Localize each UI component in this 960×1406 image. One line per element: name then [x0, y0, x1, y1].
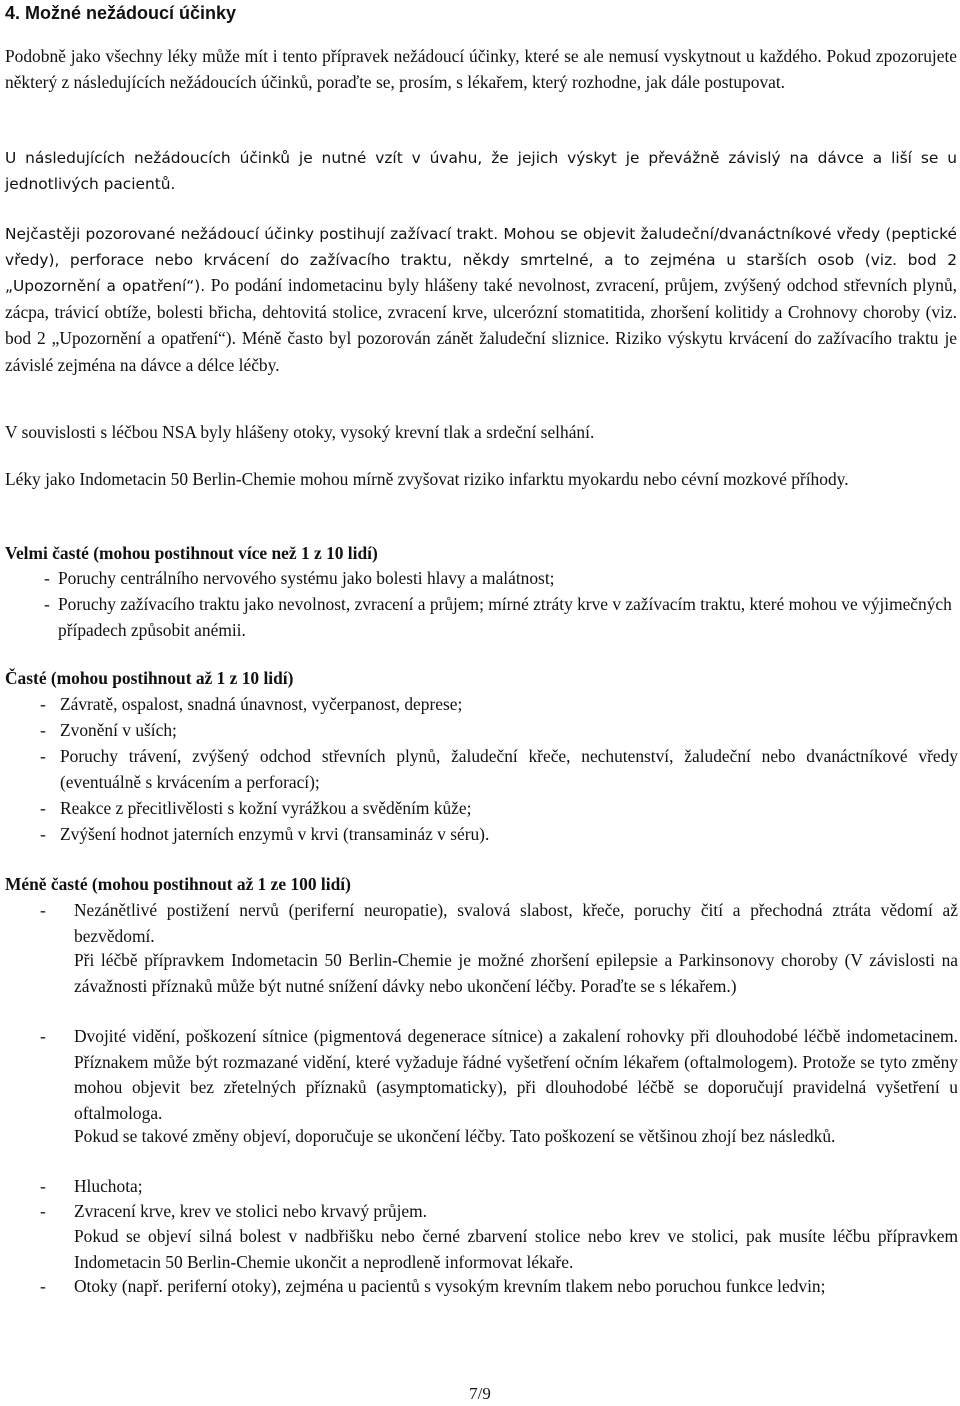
bullet-dash: -	[40, 900, 46, 920]
page-number: 7/9	[469, 1384, 491, 1403]
bullet-dash: -	[40, 720, 46, 740]
bullet-dash: -	[40, 798, 46, 818]
common-item-3: Poruchy trávení, zvýšený odchod střevních plynů, žaludeční křeče, nechutenství, žaludeční nebo dvanáctníkové vředy (eventuálně s krvácením a perforací);	[60, 746, 958, 792]
nsa-paragraph: V souvislosti s léčbou NSA byly hlášeny otoky, vysoký krevní tlak a srdeční selhání.	[5, 422, 595, 442]
uncommon-heading: Méně časté (mohou postihnout až 1 ze 100 lidí)	[5, 874, 351, 894]
bullet-dash: -	[40, 1176, 46, 1196]
bullet-dash: -	[40, 1026, 46, 1046]
uncommon-item-3: Hluchota;	[74, 1176, 143, 1196]
bullet-dash: -	[44, 568, 50, 588]
common-item-1: Závratě, ospalost, snadná únavnost, vyčerpanost, deprese;	[60, 694, 463, 714]
very-common-heading: Velmi časté (mohou postihnout více než 1 z 10 lidí)	[5, 543, 378, 563]
common-item-4: Reakce z přecitlivělosti s kožní vyrážkou a svěděním kůže;	[60, 798, 472, 818]
uncommon-item-2-note: Pokud se takové změny objeví, doporučuje se ukončení léčby. Tato poškození se většinou zhojí bez následků.	[74, 1126, 836, 1146]
very-common-item-2: Poruchy zažívacího traktu jako nevolnost, zvracení a průjem; mírné ztráty krve v zažívacím traktu, které mohou ve výjimečných případech způsobit anémii.	[58, 594, 952, 640]
gastrointestinal-serif-part: Po podání indometacinu byly hlášeny také nevolnost, zvracení, průjem, zvýšený odchod střevních plynů, zácpa, trávicí obtíže, bolesti břicha, dehtovitá stolice, zvracení krve, ulcerózní stomatitida, zhoršení kolitidy a Crohnovy choroby (viz. bod 2 „Upozornění a opatření“). Méně často byl pozorován zánět žaludeční sliznice. Riziko výskytu krvácení do zažívacího traktu je závislé zejména na dávce a délce léčby.	[5, 275, 957, 375]
bullet-dash: -	[40, 1201, 46, 1221]
bullet-dash: -	[44, 594, 50, 614]
gastrointestinal-sans-part: Nejčastěji pozorované nežádoucí účinky postihují zažívací trakt. Mohou se objevit žaludeční/dvanáctníkové vředy (peptické vředy), perforace nebo krvácení do zažívacího traktu, někdy smrtelné, a to zejména u starších osob (viz. bod 2 „Upozornění a opatření“).	[5, 225, 957, 295]
very-common-item-1: Poruchy centrálního nervového systému jako bolesti hlavy a malátnost;	[58, 568, 555, 588]
common-item-5: Zvýšení hodnot jaterních enzymů v krvi (transamináz v séru).	[60, 824, 490, 844]
bullet-dash: -	[40, 694, 46, 714]
dose-dependency-paragraph: U následujících nežádoucích účinků je nutné vzít v úvahu, že jejich výskyt je převážně závislý na dávce a liší se u jednotlivých pacientů.	[5, 149, 957, 193]
bullet-dash: -	[40, 1276, 46, 1296]
bullet-dash: -	[40, 824, 46, 844]
common-heading: Časté (mohou postihnout až 1 z 10 lidí)	[5, 668, 294, 688]
common-item-2: Zvonění v uších;	[60, 720, 177, 740]
gastrointestinal-paragraph	[5, 222, 957, 379]
uncommon-item-4: Zvracení krve, krev ve stolici nebo krvavý průjem.	[74, 1201, 428, 1221]
uncommon-item-1: Nezánětlivé postižení nervů (periferní neuropatie), svalová slabost, křeče, poruchy čití a přechodná ztráta vědomí až bezvědomí.	[74, 900, 958, 946]
infarct-risk-paragraph: Léky jako Indometacin 50 Berlin-Chemie mohou mírně zvyšovat riziko infarktu myokardu nebo cévní mozkové příhody.	[5, 469, 849, 489]
intro-paragraph: Podobně jako všechny léky může mít i tento přípravek nežádoucí účinky, které se ale nemusí vyskytnout u každého. Pokud zpozorujete některý z následujících nežádoucích účinků, poraďte se, prosím, s lékařem, který rozhodne, jak dále postupovat.	[5, 46, 957, 92]
uncommon-item-1-note: Při léčbě přípravkem Indometacin 50 Berlin-Chemie je možné zhoršení epilepsie a Parkinsonovy choroby (V závislosti na závažnosti příznaků může být nutné snížení dávky nebo ukončení léčby. Poraďte se s lékařem.)	[74, 950, 958, 996]
uncommon-item-2: Dvojité vidění, poškození sítnice (pigmentová degenerace sítnice) a zakalení rohovky při dlouhodobé léčbě indometacinem. Příznakem může být rozmazané vidění, které vyžaduje řádné vyšetření očním lékařem (oftalmologem). Protože se tyto změny mohou objevit bez zřetelných příznaků (asymptomaticky), při dlouhodobé léčbě se doporučují pravidelná vyšetření u oftalmologa.	[74, 1026, 958, 1123]
uncommon-item-5: Otoky (např. periferní otoky), zejména u pacientů s vysokým krevním tlakem nebo poruchou funkce ledvin;	[74, 1276, 826, 1296]
bullet-dash: -	[40, 746, 46, 766]
section-heading: 4. Možné nežádoucí účinky	[5, 3, 237, 23]
uncommon-item-4-note: Pokud se objeví silná bolest v nadbřišku nebo černé zbarvení stolice nebo krev ve stolici, pak musíte léčbu přípravkem Indometacin 50 Berlin-Chemie ukončit a neprodleně informovat lékaře.	[74, 1226, 958, 1272]
